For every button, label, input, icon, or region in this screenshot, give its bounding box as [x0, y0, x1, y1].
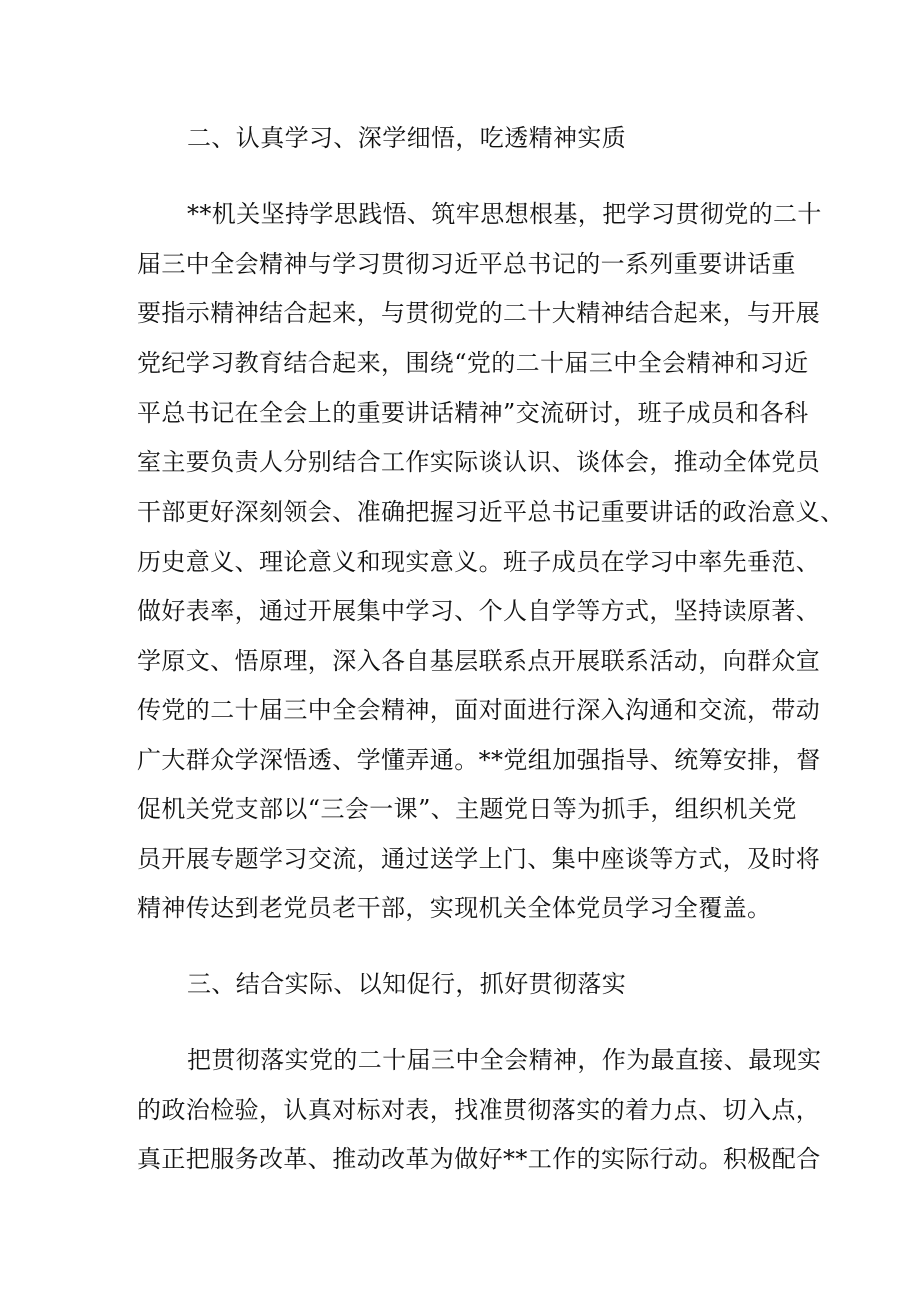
paragraph-line: 要指示精神结合起来，与贯彻党的二十大精神结合起来，与开展	[137, 299, 821, 327]
paragraph-line: 学原文、悟原理，深入各自基层联系点开展联系活动，向群众宣	[137, 647, 821, 675]
paragraph-line: 届三中全会精神与学习贯彻习近平总书记的一系列重要讲话重	[137, 250, 796, 278]
paragraph-line: 把贯彻落实党的二十届三中全会精神，作为最直接、最现实	[187, 1046, 822, 1074]
paragraph-line: 广大群众学深悟透、学懂弄通。**党组加强指导、统筹安排，督	[137, 746, 821, 774]
section-heading-3: 三、结合实际、以知促行，抓好贯彻落实	[187, 970, 627, 998]
paragraph-line: 平总书记在全会上的重要讲话精神”交流研讨，班子成员和各科	[137, 399, 809, 427]
paragraph-line: 历史意义、理论意义和现实意义。班子成员在学习中率先垂范、	[137, 548, 821, 576]
paragraph-line: 干部更好深刻领会、准确把握习近平总书记重要讲话的政治意义、	[137, 498, 845, 526]
paragraph-line: 精神传达到老党员老干部，实现机关全体党员学习全覆盖。	[137, 894, 772, 922]
paragraph-line: 党纪学习教育结合起来，围绕“党的二十届三中全会精神和习近	[137, 349, 809, 377]
paragraph-line: 做好表率，通过开展集中学习、个人自学等方式，坚持读原著、	[137, 597, 821, 625]
paragraph-line: 室主要负责人分别结合工作实际谈认识、谈体会，推动全体党员	[137, 448, 821, 476]
paragraph-line: 真正把服务改革、推动改革为做好**工作的实际行动。积极配合	[137, 1145, 821, 1173]
paragraph-line: 促机关党支部以“三会一课”、主题党日等为抓手，组织机关党	[137, 795, 797, 823]
paragraph-line: **机关坚持学思践悟、筑牢思想根基，把学习贯彻党的二十	[187, 200, 822, 228]
section-heading-2: 二、认真学习、深学细悟，吃透精神实质	[187, 124, 627, 152]
paragraph-line: 传党的二十届三中全会精神，面对面进行深入沟通和交流，带动	[137, 696, 821, 724]
paragraph-line: 员开展专题学习交流，通过送学上门、集中座谈等方式，及时将	[137, 845, 821, 873]
paragraph-line: 的政治检验，认真对标对表，找准贯彻落实的着力点、切入点，	[137, 1096, 821, 1124]
